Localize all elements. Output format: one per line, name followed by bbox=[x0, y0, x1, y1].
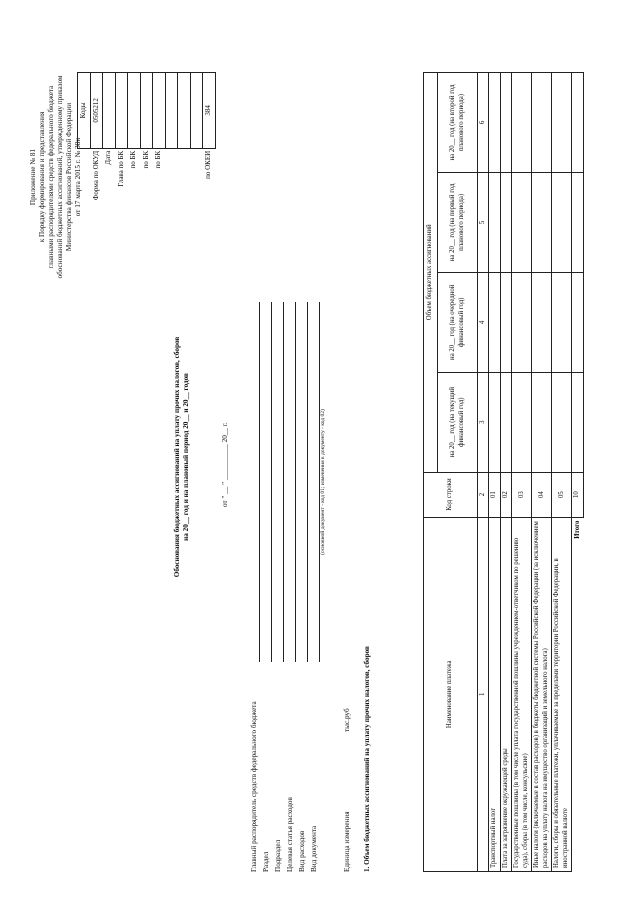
payment-name: Государственные пошлины (в том числе уплата государственной пошлины учреждением-ответчиком по решению суда), сборы (в том числе, консульские) bbox=[512, 517, 532, 871]
appendix-line: Приложение № 81 bbox=[29, 148, 37, 206]
codes-header: Коды bbox=[78, 73, 91, 149]
amount-cell[interactable] bbox=[532, 172, 552, 272]
col-number: 1 bbox=[478, 517, 489, 871]
codes-table bbox=[77, 72, 216, 262]
amount-cell[interactable] bbox=[489, 172, 500, 272]
field-main-manager bbox=[250, 701, 259, 872]
table-row bbox=[552, 73, 572, 872]
header-line-code: Код строки bbox=[424, 472, 478, 517]
amount-cell[interactable] bbox=[512, 372, 532, 472]
amount-cell[interactable] bbox=[512, 272, 532, 372]
line-code: 05 bbox=[552, 472, 572, 517]
code-label bbox=[190, 148, 203, 262]
total-cell[interactable] bbox=[572, 272, 583, 372]
main-manager-input[interactable] bbox=[250, 302, 260, 662]
table-row bbox=[532, 73, 552, 872]
section-title: 1. Объем бюджетных ассигнований на уплату прочих налогов, сборов bbox=[363, 646, 371, 872]
payment-name: Транспортный налог bbox=[489, 517, 500, 871]
field-doc-type: Вид документа bbox=[310, 825, 318, 872]
title-line: Обоснования бюджетных ассигнований на уплату прочих налогов, сборов bbox=[173, 336, 181, 578]
field-unit-label: Единица измерения bbox=[343, 811, 351, 872]
doc-type-hint: (основной документ - код 01; изменения к документу - код 02) bbox=[320, 409, 326, 555]
appendix-line: от 17 марта 2015 г. № 38н bbox=[74, 137, 82, 217]
code-value[interactable] bbox=[140, 73, 153, 149]
field-section: Раздел bbox=[262, 851, 270, 872]
field-unit-value: тыс.руб bbox=[343, 708, 351, 732]
appendix-line: Министерства финансов Российской Федерации bbox=[65, 102, 73, 252]
amount-cell[interactable] bbox=[532, 272, 552, 372]
total-row bbox=[572, 73, 583, 872]
code-value[interactable] bbox=[178, 73, 191, 149]
line-code: 03 bbox=[512, 472, 532, 517]
doc-type-input[interactable] bbox=[310, 302, 320, 662]
table-row bbox=[500, 73, 511, 872]
amount-cell[interactable] bbox=[500, 73, 511, 173]
field-target-item: Целевая статья расходов bbox=[286, 797, 294, 872]
payment-name: Иные налоги (включаемые в состав расходов) в бюджеты бюджетной системы Российской Федерации (за исключением расходов на уплату налога на имущество организаций и земельного налога) bbox=[532, 517, 552, 871]
code-label: Дата bbox=[104, 150, 113, 165]
col-number: 3 bbox=[478, 372, 489, 472]
amount-cell[interactable] bbox=[532, 372, 552, 472]
code-value[interactable] bbox=[165, 73, 178, 149]
line-code: 02 bbox=[500, 472, 511, 517]
amount-cell[interactable] bbox=[489, 73, 500, 173]
total-cell[interactable] bbox=[572, 172, 583, 272]
code-label: по БК bbox=[154, 150, 163, 169]
appendix-block bbox=[29, 42, 83, 312]
code-label: по ОКЕИ bbox=[204, 150, 213, 179]
code-value[interactable]: 384 bbox=[203, 73, 216, 149]
line-code: 04 bbox=[532, 472, 552, 517]
code-value[interactable]: 0505212 bbox=[90, 73, 103, 149]
subsection-input[interactable] bbox=[274, 302, 284, 662]
amount-cell[interactable] bbox=[500, 372, 511, 472]
amount-cell[interactable] bbox=[512, 172, 532, 272]
target-item-input[interactable] bbox=[286, 302, 296, 662]
code-value[interactable] bbox=[115, 73, 128, 149]
budget-table bbox=[423, 72, 584, 872]
amount-cell[interactable] bbox=[500, 172, 511, 272]
amount-cell[interactable] bbox=[552, 372, 572, 472]
amount-cell[interactable] bbox=[512, 73, 532, 173]
appendix-line: обоснований бюджетных ассигнований, утвержденному приказом bbox=[56, 75, 64, 279]
title-line: на 20__ год и на плановый период 20__ и 20__ годов bbox=[182, 373, 190, 541]
appendix-line: к Порядку формирования и представления bbox=[38, 111, 46, 243]
code-label: Глава по БК bbox=[116, 150, 125, 187]
amount-cell[interactable] bbox=[500, 272, 511, 372]
code-value[interactable] bbox=[128, 73, 141, 149]
header-year-plan1: на 20__ год (на первый год планового периода) bbox=[438, 172, 478, 272]
payment-name: Плата за загрязнение окружающей среды bbox=[500, 517, 511, 871]
field-subsection: Подраздел bbox=[274, 839, 282, 872]
code-label bbox=[165, 148, 178, 262]
col-number: 4 bbox=[478, 272, 489, 372]
code-value[interactable] bbox=[153, 73, 166, 149]
header-year-plan2: на 20__ год (на второй год планового периода) bbox=[438, 73, 478, 173]
total-cell[interactable] bbox=[572, 73, 583, 173]
section-input[interactable] bbox=[262, 302, 272, 662]
rotated-document bbox=[25, 32, 615, 872]
code-label: по БК bbox=[129, 150, 138, 169]
amount-cell[interactable] bbox=[489, 372, 500, 472]
document-title bbox=[173, 292, 191, 622]
code-label: Форма по ОКУД bbox=[91, 150, 100, 201]
col-number: 6 bbox=[478, 73, 489, 173]
expense-type-input[interactable] bbox=[298, 302, 308, 662]
code-label: по БК bbox=[141, 150, 150, 169]
line-code: 01 bbox=[489, 472, 500, 517]
col-number: 5 bbox=[478, 172, 489, 272]
code-value[interactable] bbox=[190, 73, 203, 149]
amount-cell[interactable] bbox=[552, 172, 572, 272]
field-expense-type: Вид расходов bbox=[298, 830, 306, 872]
table-row bbox=[489, 73, 500, 872]
amount-cell[interactable] bbox=[489, 272, 500, 372]
date-line: от " __ " __________ 20__ г. bbox=[221, 422, 229, 507]
header-budget-volume: Объем бюджетных ассигнований bbox=[424, 73, 438, 473]
header-year-current: на 20__ год (на текущий финансовый год) bbox=[438, 372, 478, 472]
appendix-line: главными распорядителями средств федерального бюджета bbox=[47, 85, 55, 269]
code-value[interactable] bbox=[103, 73, 116, 149]
table-row bbox=[512, 73, 532, 872]
amount-cell[interactable] bbox=[552, 272, 572, 372]
payment-name: Налоги, сборы и обязательные платежи, уплачиваемые за пределами территории Российской Федерации, в иностранной валюте bbox=[552, 517, 572, 871]
total-code: 10 bbox=[572, 472, 583, 517]
code-label bbox=[178, 148, 191, 262]
total-label: Итого bbox=[573, 520, 581, 539]
col-number: 2 bbox=[478, 472, 489, 517]
total-cell[interactable] bbox=[572, 372, 583, 472]
header-year-next: на 20__ год (на очередной финансовый год) bbox=[438, 272, 478, 372]
field-label: Главный распорядитель средств федерального бюджета bbox=[250, 701, 258, 872]
header-payment-name: Наименование платежа bbox=[424, 517, 478, 871]
amount-cell[interactable] bbox=[552, 73, 572, 173]
amount-cell[interactable] bbox=[532, 73, 552, 173]
